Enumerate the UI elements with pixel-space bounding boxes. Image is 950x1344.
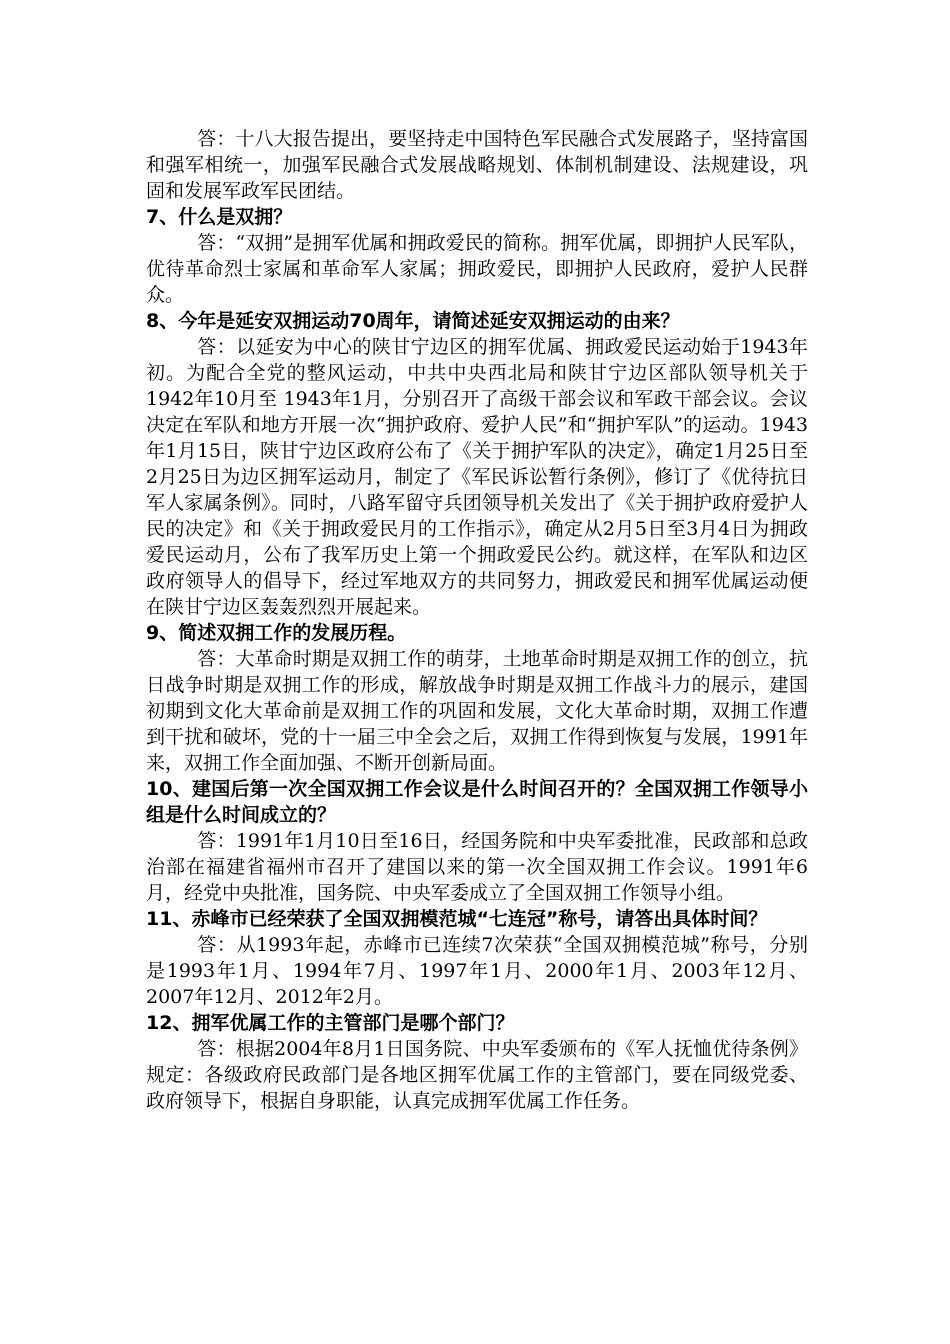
question-heading: 9、简述双拥工作的发展历程。 bbox=[146, 622, 407, 644]
answer-paragraph: 答：十八大报告提出，要坚持走中国特色军民融合式发展路子，坚持富国和强军相统一，加强军民融合式发展战略规划、体制机制建设、法规建设，巩固和发展军政军民团结。 bbox=[146, 128, 808, 202]
document-page bbox=[146, 126, 808, 1114]
question-heading: 11、赤峰市已经荣获了全国双拥模范城“七连冠”称号，请答出具体时间？ bbox=[146, 908, 768, 930]
question-heading: 7、什么是双拥？ bbox=[146, 206, 293, 228]
question-heading: 8、今年是延安双拥运动70周年，请简述延安双拥运动的由来？ bbox=[146, 310, 680, 332]
answer-paragraph: 答：以延安为中心的陕甘宁边区的拥军优属、拥政爱民运动始于1943年初。为配合全党的整风运动，中共中央西北局和陕甘宁边区部队领导机关于1942年10月至 1943年1月，分别召开了高级干部会议和军政干部会议。会议决定在军队和地方开展一次“拥护政府、爱护人民”和“拥护军队”的运动。1943年1月15日，陕甘宁边区政府公布了《关于拥护军队的决定》，确定1月25日至2月25日为边区拥军运动月，制定了《军民诉讼暂行条例》，修订了《优待抗日军人家属条例》。同时，八路军留守兵团领导机关发出了《关于拥护政府爱护人民的决定》和《关于拥政爱民月的工作指示》，确定从2月5日至3月4日为拥政爱民运动月，公布了我军历史上第一个拥政爱民公约。就这样，在军队和边区政府领导人的倡导下，经过军地双方的共同努力，拥政爱民和拥军优属运动便在陕甘宁边区轰轰烈烈开展起来。 bbox=[146, 336, 808, 618]
question-heading: 10、建国后第一次全国双拥工作会议是什么时间召开的？全国双拥工作领导小组是什么时间成立的？ bbox=[146, 778, 808, 826]
answer-paragraph: 答：从1993年起，赤峰市已连续7次荣获“全国双拥模范城”称号，分别是1993年1月、1994年7月、1997年1月、2000年1月、2003年12月、2007年12月、2012年2月。 bbox=[146, 934, 808, 1008]
answer-paragraph: 答：1991年1月10日至16日，经国务院和中央军委批准，民政部和总政治部在福建省福州市召开了建国以来的第一次全国双拥工作会议。1991年6月，经党中央批准，国务院、中央军委成立了全国双拥工作领导小组。 bbox=[146, 830, 808, 904]
answer-paragraph: 答：大革命时期是双拥工作的萌芽，土地革命时期是双拥工作的创立，抗日战争时期是双拥工作的形成，解放战争时期是双拥工作战斗力的展示，建国初期到文化大革命前是双拥工作的巩固和发展，文化大革命时期，双拥工作遭到干扰和破坏，党的十一届三中全会之后，双拥工作得到恢复与发展，1991年来，双拥工作全面加强、不断开创新局面。 bbox=[146, 648, 808, 774]
answer-paragraph: 答：“双拥”是拥军优属和拥政爱民的简称。拥军优属，即拥护人民军队，优待革命烈士家属和革命军人家属；拥政爱民，即拥护人民政府，爱护人民群众。 bbox=[146, 232, 808, 306]
answer-paragraph: 答：根据2004年8月1日国务院、中央军委颁布的《军人抚恤优待条例》规定：各级政府民政部门是各地区拥军优属工作的主管部门，要在同级党委、政府领导下，根据自身职能，认真完成拥军优属工作任务。 bbox=[146, 1038, 808, 1112]
question-heading: 12、拥军优属工作的主管部门是哪个部门？ bbox=[146, 1012, 515, 1034]
